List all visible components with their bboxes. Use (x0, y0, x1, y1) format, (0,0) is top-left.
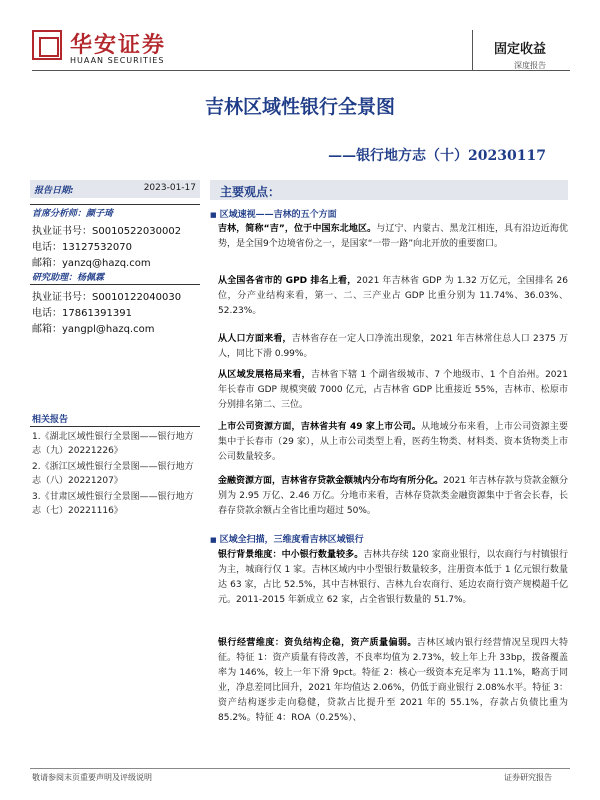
footer-divider (30, 768, 570, 769)
section-heading-1: ■ 区域速视——吉林的五个方面 (210, 207, 337, 220)
footer-label: 证券研究报告 (504, 773, 552, 782)
report-title: 吉林区域性银行全景图 (204, 96, 395, 118)
left-divider (30, 204, 200, 205)
related-report-item[interactable]: 2.《浙江区域性银行全景图——银行地方志（八）20221207》 (32, 462, 194, 486)
assistant-phone: 电话：17861391391 (32, 308, 132, 319)
paragraph-7 (218, 548, 568, 608)
report-date-value: 2023-01-17 (143, 183, 196, 193)
analyst-cert: 执业证书号：S0010522030002 (32, 226, 182, 237)
related-report-item[interactable]: 1.《湖北区域性银行全景图——银行地方志（九）20221226》 (32, 432, 194, 456)
paragraph-7-body: 吉林共存续 120 家商业银行，以农商行与村镇银行为主，城商行仅 1 家。吉林区域内中小型银行数量较多，注册资本低于 1 亿元银行数量达 63 家，占比 52.5%，其中吉林银行、吉林九台农商行、延边农商行资产规模超千亿元。2011-2015 年新成立 62 家，占全省银行数量的 51.7%。 (218, 550, 568, 605)
logo-icon (32, 30, 62, 60)
related-divider (30, 426, 200, 427)
paragraph-7-lead: 银行背景维度：中小银行数量较多。 (218, 550, 364, 560)
analyst-phone: 电话：13127532070 (32, 242, 132, 253)
paragraph-4-lead: 从区域发展格局来看， (218, 370, 311, 380)
paragraph-2-lead: 从全国各省市的 GPD 排名上看， (218, 276, 357, 286)
assistant-email[interactable]: 邮箱：yangpl@hazq.com (32, 324, 155, 335)
paragraph-6 (218, 474, 568, 519)
paragraph-2-body: 2021 年吉林省 GDP 为 1.32 万亿元，全国排名 26 位，分产业结构来看，第一、二、三产业占 GDP 比重分别为 11.74%、36.03%、52.23%。 (218, 276, 568, 316)
paragraph-3-body: 吉林省存在一定人口净流出现象，2021 年吉林常住总人口 2375 万人，同比下滑 0.99%。 (218, 334, 568, 359)
section-heading-2: ■ 区域全扫描，三维度看吉林区域银行 (210, 532, 364, 545)
paragraph-6-lead: 金融资源方面，吉林省存贷款金额城内分布均有所分化。 (218, 476, 444, 486)
logo-text: 华安证券 (70, 32, 167, 58)
analyst-email[interactable]: 邮箱：yanzq@hazq.com (32, 258, 151, 269)
paragraph-4 (218, 368, 568, 413)
related-report-item[interactable]: 3.《甘肃区域性银行全景图——银行地方志（七）20221116》 (32, 492, 194, 516)
logo-english: HUAAN SECURITIES (70, 56, 165, 65)
report-subtitle: ——银行地方志（十）20230117 (328, 148, 546, 164)
paragraph-1 (218, 222, 568, 252)
paragraph-4-body: 吉林省下辖 1 个副省级城市、7 个地级市、1 个自治州。2021 年长春市 GDP 规模突破 7000 亿元，占吉林省 GDP 比重接近 55%，吉林市、松原市分别排名第二、三位。 (218, 370, 568, 410)
main-points-bar (210, 180, 568, 200)
header-divider (32, 70, 570, 71)
paragraph-3 (218, 332, 568, 362)
footer-disclaimer: 敬请参阅末页重要声明及评级说明 (32, 773, 152, 782)
paragraph-8-body: 吉林区域内银行经营情况呈现四大特征。特征 1：资产质量有待改善，不良率均值为 2.73%，较上年上升 33bp，拨备覆盖率为 146%，较上一年下滑 9pct。特征 2：核心一级资本充足率为 11.1%，略高于同业，净息差同比回升，2021 年均值达 2.06%，仍低于商业银行 2.08%水平。特征 3：资产结构逐步走向稳健，贷款占比提升至 2021 年的 55.1%，存款占负债比重为 85.2%。特征 4：ROA（0.25%）、 (218, 638, 568, 723)
paragraph-1-body: 与辽宁、内蒙古、黑龙江相连，具有沿边近海优势，是全国9个边境省份之一，是国家“一带一路”向北开放的重要窗口。 (218, 224, 568, 249)
paragraph-8-lead: 银行经营维度：资负结构企稳，资产质量偏弱。 (218, 638, 417, 648)
paragraph-8 (218, 636, 568, 726)
left-divider-2 (30, 284, 200, 285)
paragraph-3-lead: 从人口方面来看， (218, 334, 292, 344)
assistant-label: 研究助理：杨佩霖 (32, 273, 105, 283)
main-points-heading: 主要观点： (220, 185, 281, 199)
paragraph-5-body: 从地域分布来看，上市公司资源主要集中于长春市（29 家），从上市公司类型上看，医药生物类、材料类、资本货物类上市公司数量较多。 (218, 422, 568, 462)
header-divider-vertical (472, 30, 473, 70)
paragraph-1-lead: 吉林，简称“吉”，位于中国东北地区。 (218, 224, 377, 234)
report-category: 固定收益 (493, 42, 546, 57)
paragraph-5-lead: 上市公司资源方面，吉林省共有 49 家上市公司。 (218, 422, 422, 432)
analyst-label: 首席分析师：颜子琦 (32, 209, 114, 219)
assistant-cert: 执业证书号：S0010122040030 (32, 292, 182, 303)
paragraph-6-body: 2021 年吉林存款与贷款金额分别为 2.95 万亿、2.46 万亿。分地市来看，吉林存贷款类金融资源集中于省会长春，长春存贷款余额占全省比重均超过 50%。 (218, 476, 568, 516)
report-type: 深度报告 (514, 61, 546, 70)
report-date-label: 报告日期: (34, 186, 74, 196)
paragraph-2 (218, 274, 568, 319)
paragraph-5 (218, 420, 568, 465)
report-date-bar (30, 180, 200, 198)
related-reports-title: 相关报告 (32, 415, 69, 425)
